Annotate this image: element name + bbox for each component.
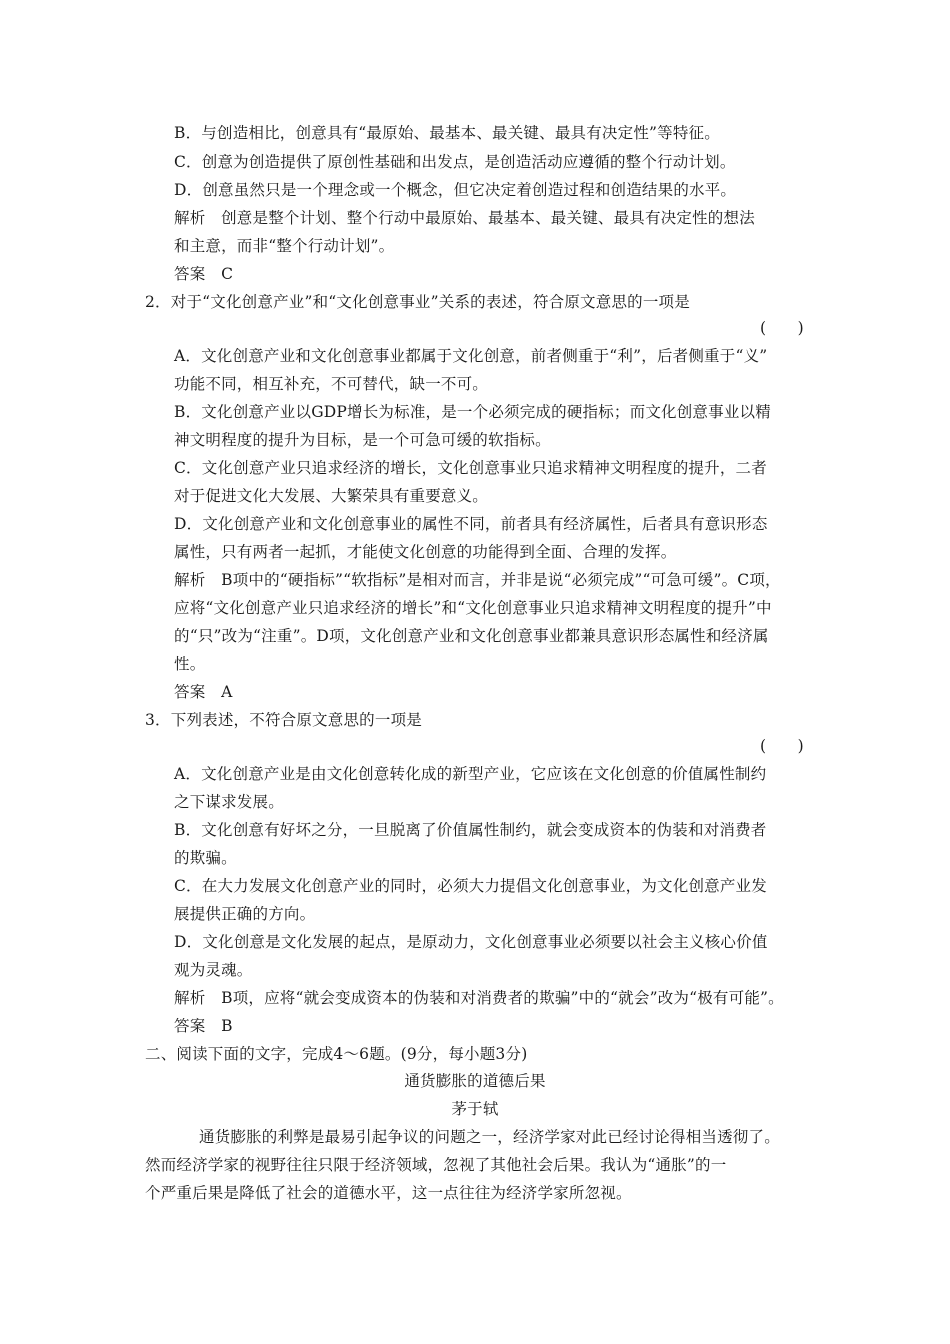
q3-option-d: D．文化创意是文化发展的起点，是原动力，文化创意事业必须要以社会主义核心价值 — [174, 933, 768, 951]
q3-option-a-cont: 之下谋求发展。 — [174, 793, 284, 811]
q3-answer: 答案 B — [174, 1017, 233, 1035]
article-paragraph-line: 个严重后果是降低了社会的道德水平，这一点往往为经济学家所忽视。 — [145, 1184, 632, 1202]
q2-analysis-line: 解析 B项中的“硬指标”“软指标”是相对而言，并非是说“必须完成”“可急可缓”。C项， — [174, 571, 781, 589]
article-paragraph-line: 通货膨胀的利弊是最易引起争议的问题之一，经济学家对此已经讨论得相当透彻了。 — [199, 1128, 780, 1146]
q2-answer: 答案 A — [174, 683, 233, 701]
q3-option-b: B．文化创意有好坏之分，一旦脱离了价值属性制约，就会变成资本的伪装和对消费者 — [174, 821, 767, 839]
q3-option-a: A．文化创意产业是由文化创意转化成的新型产业，它应该在文化创意的价值属性制约 — [174, 765, 767, 783]
q2-option-a-cont: 功能不同，相互补充，不可替代，缺一不可。 — [174, 375, 489, 393]
q2-stem: 2．对于“文化创意产业”和“文化创意事业”关系的表述，符合原文意思的一项是 — [145, 293, 690, 311]
q3-option-b-cont: 的欺骗。 — [174, 849, 237, 867]
article-author: 茅于轼 — [451, 1100, 499, 1118]
q3-analysis: 解析 B项，应将“就会变成资本的伪装和对消费者的欺骗”中的“就会”改为“极有可能”。 — [174, 989, 784, 1007]
q2-option-b: B．文化创意产业以GDP增长为标准，是一个必须完成的硬指标；而文化创意事业以精 — [174, 403, 771, 421]
q2-answer-bracket: ( ) — [760, 319, 804, 337]
q2-option-b-cont: 神文明程度的提升为目标，是一个可急可缓的软指标。 — [174, 431, 551, 449]
q1-analysis-line: 解析 创意是整个计划、整个行动中最原始、最基本、最关键、最具有决定性的想法 — [174, 209, 755, 227]
q1-option-d: D．创意虽然只是一个理念或一个概念，但它决定着创造过程和创造结果的水平。 — [174, 181, 737, 199]
article-title: 通货膨胀的道德后果 — [404, 1072, 546, 1090]
q1-option-c: C．创意为创造提供了原创性基础和出发点，是创造活动应遵循的整个行动计划。 — [174, 153, 736, 171]
q2-option-c: C．文化创意产业只追求经济的增长，文化创意事业只追求精神文明程度的提升，二者 — [174, 459, 767, 477]
q2-option-a: A．文化创意产业和文化创意事业都属于文化创意，前者侧重于“利”，后者侧重于“义” — [174, 347, 768, 365]
q3-stem: 3．下列表述，不符合原文意思的一项是 — [145, 711, 422, 729]
q3-option-c-cont: 展提供正确的方向。 — [174, 905, 316, 923]
q1-option-b: B．与创造相比，创意具有“最原始、最基本、最关键、最具有决定性”等特征。 — [174, 124, 720, 142]
q2-option-d-cont: 属性，只有两者一起抓，才能使文化创意的功能得到全面、合理的发挥。 — [174, 543, 677, 561]
q3-answer-bracket: ( ) — [760, 737, 804, 755]
q2-option-c-cont: 对于促进文化大发展、大繁荣具有重要意义。 — [174, 487, 489, 505]
article-paragraph-line: 然而经济学家的视野往往只限于经济领域，忽视了其他社会后果。我认为“通胀”的一 — [145, 1156, 727, 1174]
q1-answer: 答案 C — [174, 265, 234, 283]
q2-analysis-line: 的“只”改为“注重”。D项，文化创意产业和文化创意事业都兼具意识形态属性和经济属 — [174, 627, 769, 645]
section-two-heading: 二、阅读下面的文字，完成4～6题。(9分，每小题3分) — [145, 1045, 528, 1063]
q2-option-d: D．文化创意产业和文化创意事业的属性不同，前者具有经济属性，后者具有意识形态 — [174, 515, 768, 533]
q3-option-c: C．在大力发展文化创意产业的同时，必须大力提倡文化创意事业，为文化创意产业发 — [174, 877, 767, 895]
q3-option-d-cont: 观为灵魂。 — [174, 961, 253, 979]
q1-analysis-line: 和主意，而非“整个行动计划”。 — [174, 237, 395, 255]
q2-analysis-line: 应将“文化创意产业只追求经济的增长”和“文化创意事业只追求精神文明程度的提升”中 — [174, 599, 772, 617]
q2-analysis-line: 性。 — [174, 655, 206, 673]
